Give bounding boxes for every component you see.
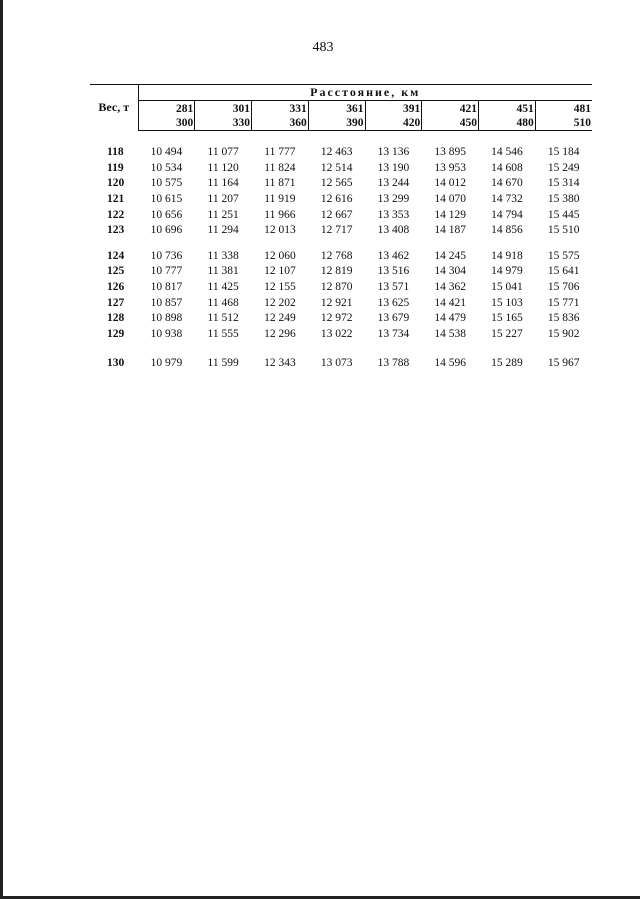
weight-cell: 118 <box>107 146 124 159</box>
value-cell: 12 343 <box>264 357 296 370</box>
table-row <box>90 356 592 372</box>
value-cell: 14 187 <box>434 224 466 237</box>
value-cell: 12 717 <box>320 224 353 237</box>
range-from: 301 <box>232 102 250 115</box>
value-cell: 11 294 <box>207 224 239 237</box>
value-cell: 14 421 <box>434 296 466 309</box>
value-cell: 12 972 <box>320 312 353 325</box>
range-to: 330 <box>232 116 250 129</box>
value-cell: 14 856 <box>491 224 523 237</box>
value-cell: 11 338 <box>207 249 239 262</box>
value-cell: 14 670 <box>491 177 523 190</box>
value-cell: 13 679 <box>377 312 410 325</box>
table-row <box>90 295 592 311</box>
weight-header: Вес, т <box>90 85 138 131</box>
value-cell: 10 979 <box>150 357 183 370</box>
value-cell: 13 073 <box>320 357 353 370</box>
weight-cell: 130 <box>107 357 125 370</box>
value-cell: 13 788 <box>377 357 410 370</box>
range-from: 451 <box>516 102 534 115</box>
table-row <box>90 176 592 192</box>
range-from: 281 <box>176 102 194 115</box>
distance-range-header <box>535 101 592 131</box>
table-row <box>90 207 592 223</box>
value-cell: 11 425 <box>207 281 239 294</box>
range-from: 421 <box>459 102 477 115</box>
value-cell: 11 207 <box>207 193 239 206</box>
weight-cell: 128 <box>107 312 125 325</box>
weight-cell: 129 <box>107 327 125 340</box>
value-cell: 11 824 <box>264 161 296 174</box>
value-cell: 11 777 <box>264 146 296 159</box>
value-cell: 14 608 <box>491 161 523 174</box>
value-cell: 11 512 <box>207 312 239 325</box>
value-cell: 13 571 <box>377 281 410 294</box>
value-cell: 15 249 <box>547 161 580 174</box>
value-cell: 11 251 <box>207 208 239 221</box>
value-cell: 10 656 <box>150 208 183 221</box>
distance-range-header <box>195 101 252 131</box>
group-spacer <box>90 342 592 356</box>
value-cell: 12 768 <box>320 249 353 262</box>
weight-cell: 124 <box>107 249 125 262</box>
value-cell: 10 736 <box>150 249 183 262</box>
value-cell: 15 575 <box>547 249 580 262</box>
distance-ranges-row <box>90 101 592 131</box>
value-cell: 15 510 <box>547 224 580 237</box>
weight-cell: 120 <box>107 177 125 190</box>
value-cell: 11 381 <box>207 265 239 278</box>
range-to: 450 <box>459 116 477 129</box>
table-row <box>90 249 592 265</box>
weight-cell: 119 <box>107 161 124 174</box>
value-cell: 14 245 <box>434 249 466 262</box>
value-cell: 12 514 <box>320 161 353 174</box>
value-cell: 10 898 <box>150 312 183 325</box>
value-cell: 13 190 <box>377 161 410 174</box>
value-cell: 10 696 <box>150 224 183 237</box>
value-cell: 12 013 <box>264 224 296 237</box>
value-cell: 12 565 <box>320 177 353 190</box>
value-cell: 12 202 <box>264 296 296 309</box>
value-cell: 13 895 <box>434 146 466 159</box>
value-cell: 14 304 <box>434 265 466 278</box>
weight-cell: 121 <box>107 193 125 206</box>
value-cell: 11 871 <box>264 177 296 190</box>
value-cell: 13 353 <box>377 208 410 221</box>
value-cell: 13 462 <box>377 249 410 262</box>
weight-cell: 122 <box>107 208 125 221</box>
value-cell: 14 012 <box>434 177 466 190</box>
value-cell: 14 794 <box>491 208 523 221</box>
value-cell: 11 919 <box>264 193 296 206</box>
value-cell: 12 060 <box>264 249 296 262</box>
range-from: 481 <box>573 102 591 115</box>
value-cell: 15 771 <box>547 296 580 309</box>
table-row <box>90 264 592 280</box>
value-cell: 15 641 <box>547 265 580 278</box>
value-cell: 11 120 <box>207 161 239 174</box>
group-spacer <box>90 131 592 146</box>
value-cell: 15 836 <box>547 312 580 325</box>
table-row <box>90 327 592 343</box>
value-cell: 12 463 <box>320 146 353 159</box>
value-cell: 11 555 <box>207 327 239 340</box>
value-cell: 13 953 <box>434 161 466 174</box>
value-cell: 15 380 <box>547 193 580 206</box>
value-cell: 10 817 <box>150 281 183 294</box>
value-cell: 10 857 <box>150 296 183 309</box>
value-cell: 15 289 <box>491 357 523 370</box>
range-to: 510 <box>573 116 591 129</box>
value-cell: 14 129 <box>434 208 466 221</box>
value-cell: 12 870 <box>320 281 353 294</box>
range-to: 480 <box>516 116 534 129</box>
value-cell: 13 022 <box>320 327 353 340</box>
distance-range-header <box>252 101 309 131</box>
value-cell: 15 445 <box>547 208 580 221</box>
range-to: 420 <box>403 116 421 129</box>
weight-cell: 127 <box>107 296 125 309</box>
range-from: 331 <box>289 102 307 115</box>
value-cell: 14 979 <box>491 265 523 278</box>
value-cell: 15 165 <box>491 312 523 325</box>
value-cell: 10 615 <box>150 193 183 206</box>
weight-cell: 123 <box>107 224 125 237</box>
table-row <box>90 192 592 208</box>
range-to: 300 <box>176 116 194 129</box>
value-cell: 15 967 <box>547 357 580 370</box>
value-cell: 13 408 <box>377 224 410 237</box>
value-cell: 14 546 <box>491 146 523 159</box>
distance-range-header <box>138 101 195 131</box>
table-body <box>90 131 592 372</box>
value-cell: 15 184 <box>547 146 580 159</box>
distance-range-header <box>308 101 365 131</box>
value-cell: 14 732 <box>491 193 523 206</box>
value-cell: 15 227 <box>491 327 523 340</box>
weight-cell: 126 <box>107 281 125 294</box>
table-row <box>90 161 592 177</box>
value-cell: 12 155 <box>264 281 296 294</box>
value-cell: 13 136 <box>377 146 410 159</box>
value-cell: 10 938 <box>150 327 183 340</box>
value-cell: 13 734 <box>377 327 410 340</box>
value-cell: 15 041 <box>491 281 523 294</box>
value-cell: 12 921 <box>320 296 353 309</box>
value-cell: 13 516 <box>377 265 410 278</box>
value-cell: 15 706 <box>547 281 580 294</box>
range-to: 360 <box>289 116 307 129</box>
table-row <box>90 311 592 327</box>
value-cell: 12 616 <box>320 193 353 206</box>
value-cell: 14 538 <box>434 327 466 340</box>
value-cell: 14 918 <box>491 249 523 262</box>
value-cell: 13 299 <box>377 193 410 206</box>
value-cell: 14 596 <box>434 357 466 370</box>
value-cell: 13 244 <box>377 177 410 190</box>
distance-range-header <box>422 101 479 131</box>
value-cell: 10 494 <box>150 146 183 159</box>
value-cell: 12 296 <box>264 327 296 340</box>
value-cell: 14 479 <box>434 312 466 325</box>
distance-header: Расстояние, км <box>138 85 592 101</box>
distance-range-header <box>365 101 422 131</box>
table-row <box>90 223 592 239</box>
value-cell: 11 468 <box>207 296 239 309</box>
value-cell: 12 667 <box>320 208 353 221</box>
value-cell: 10 777 <box>150 265 183 278</box>
value-cell: 11 164 <box>207 177 239 190</box>
value-cell: 12 107 <box>264 265 296 278</box>
table-row <box>90 280 592 296</box>
page-number: 483 <box>312 40 334 55</box>
range-from: 391 <box>403 102 421 115</box>
group-spacer <box>90 239 592 249</box>
value-cell: 13 625 <box>377 296 410 309</box>
value-cell: 12 249 <box>264 312 296 325</box>
value-cell: 14 070 <box>434 193 466 206</box>
value-cell: 12 819 <box>320 265 353 278</box>
value-cell: 11 077 <box>207 146 239 159</box>
value-cell: 10 575 <box>150 177 183 190</box>
value-cell: 11 599 <box>207 357 239 370</box>
range-to: 390 <box>346 116 364 129</box>
tariff-table <box>90 84 592 372</box>
range-from: 361 <box>346 102 364 115</box>
table-row <box>90 145 592 161</box>
distance-range-header <box>479 101 536 131</box>
value-cell: 14 362 <box>434 281 466 294</box>
value-cell: 15 902 <box>547 327 580 340</box>
value-cell: 15 103 <box>491 296 523 309</box>
weight-cell: 125 <box>107 265 125 278</box>
value-cell: 11 966 <box>264 208 296 221</box>
value-cell: 10 534 <box>150 161 183 174</box>
value-cell: 15 314 <box>547 177 580 190</box>
